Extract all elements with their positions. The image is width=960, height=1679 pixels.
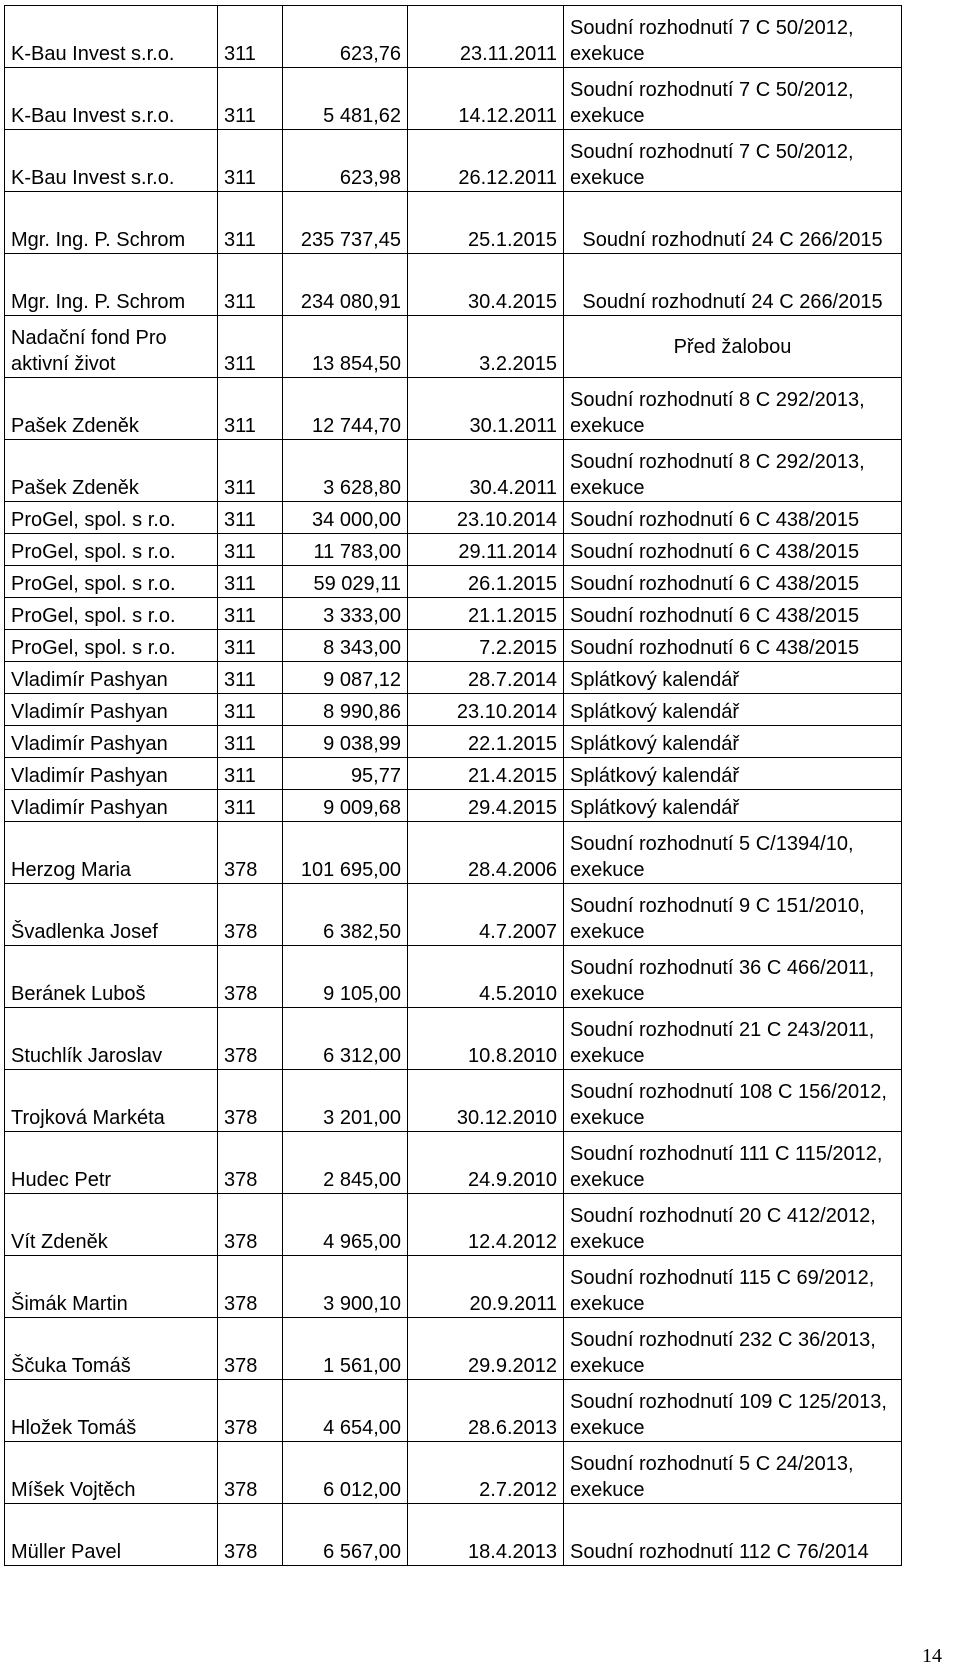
account-cell: 378 (218, 1070, 283, 1132)
debtor-name-cell: Hložek Tomáš (5, 1380, 218, 1442)
date-cell: 30.12.2010 (408, 1070, 564, 1132)
account-cell: 378 (218, 1132, 283, 1194)
table-row (5, 758, 902, 790)
note-cell: Splátkový kalendář (564, 790, 902, 822)
note-cell: Soudní rozhodnutí 111 C 115/2012, exekuce (564, 1132, 902, 1194)
amount-cell: 34 000,00 (283, 502, 408, 534)
account-cell: 311 (218, 598, 283, 630)
date-cell: 23.11.2011 (408, 6, 564, 68)
note-cell: Soudní rozhodnutí 8 C 292/2013, exekuce (564, 440, 902, 502)
note-cell: Soudní rozhodnutí 112 C 76/2014 (564, 1504, 902, 1566)
amount-cell: 6 012,00 (283, 1442, 408, 1504)
note-cell: Splátkový kalendář (564, 758, 902, 790)
table-row (5, 662, 902, 694)
date-cell: 4.7.2007 (408, 884, 564, 946)
table-row (5, 598, 902, 630)
date-cell: 22.1.2015 (408, 726, 564, 758)
date-cell: 25.1.2015 (408, 192, 564, 254)
date-cell: 29.9.2012 (408, 1318, 564, 1380)
date-cell: 2.7.2012 (408, 1442, 564, 1504)
amount-cell: 8 343,00 (283, 630, 408, 662)
amount-cell: 6 567,00 (283, 1504, 408, 1566)
note-cell: Soudní rozhodnutí 6 C 438/2015 (564, 566, 902, 598)
table-row (5, 68, 902, 130)
debtor-name-cell: ProGel, spol. s r.o. (5, 502, 218, 534)
debtor-name-cell: Vít Zdeněk (5, 1194, 218, 1256)
note-cell: Splátkový kalendář (564, 662, 902, 694)
amount-cell: 12 744,70 (283, 378, 408, 440)
date-cell: 30.4.2011 (408, 440, 564, 502)
note-cell: Soudní rozhodnutí 8 C 292/2013, exekuce (564, 378, 902, 440)
debtor-name-cell: Mgr. Ing. P. Schrom (5, 192, 218, 254)
amount-cell: 9 087,12 (283, 662, 408, 694)
note-cell: Soudní rozhodnutí 20 C 412/2012, exekuce (564, 1194, 902, 1256)
account-cell: 311 (218, 254, 283, 316)
table-row (5, 6, 902, 68)
note-cell: Soudní rozhodnutí 21 C 243/2011, exekuce (564, 1008, 902, 1070)
amount-cell: 3 900,10 (283, 1256, 408, 1318)
debtor-name-cell: ProGel, spol. s r.o. (5, 598, 218, 630)
amount-cell: 8 990,86 (283, 694, 408, 726)
note-cell: Soudní rozhodnutí 24 C 266/2015 (564, 192, 902, 254)
note-cell: Soudní rozhodnutí 5 C/1394/10, exekuce (564, 822, 902, 884)
date-cell: 26.1.2015 (408, 566, 564, 598)
account-cell: 378 (218, 1504, 283, 1566)
debtor-name-cell: ProGel, spol. s r.o. (5, 566, 218, 598)
table-row (5, 726, 902, 758)
note-cell: Soudní rozhodnutí 7 C 50/2012, exekuce (564, 130, 902, 192)
date-cell: 29.4.2015 (408, 790, 564, 822)
amount-cell: 234 080,91 (283, 254, 408, 316)
amount-cell: 623,98 (283, 130, 408, 192)
date-cell: 28.6.2013 (408, 1380, 564, 1442)
account-cell: 311 (218, 378, 283, 440)
table-row (5, 630, 902, 662)
account-cell: 311 (218, 790, 283, 822)
debtor-name-cell: Vladimír Pashyan (5, 694, 218, 726)
debtor-name-cell: K-Bau Invest s.r.o. (5, 130, 218, 192)
account-cell: 311 (218, 534, 283, 566)
account-cell: 378 (218, 884, 283, 946)
amount-cell: 3 201,00 (283, 1070, 408, 1132)
date-cell: 30.4.2015 (408, 254, 564, 316)
table-row (5, 440, 902, 502)
debtor-name-cell: Vladimír Pashyan (5, 662, 218, 694)
account-cell: 378 (218, 822, 283, 884)
note-cell: Soudní rozhodnutí 5 C 24/2013, exekuce (564, 1442, 902, 1504)
amount-cell: 9 038,99 (283, 726, 408, 758)
debtor-name-cell: Švadlenka Josef (5, 884, 218, 946)
amount-cell: 4 965,00 (283, 1194, 408, 1256)
debtor-name-cell: Stuchlík Jaroslav (5, 1008, 218, 1070)
amount-cell: 4 654,00 (283, 1380, 408, 1442)
date-cell: 30.1.2011 (408, 378, 564, 440)
debtor-name-cell: Hudec Petr (5, 1132, 218, 1194)
amount-cell: 3 628,80 (283, 440, 408, 502)
account-cell: 311 (218, 130, 283, 192)
amount-cell: 1 561,00 (283, 1318, 408, 1380)
account-cell: 378 (218, 1442, 283, 1504)
note-cell: Soudní rozhodnutí 6 C 438/2015 (564, 598, 902, 630)
receivables-table (4, 5, 902, 1566)
table-row (5, 192, 902, 254)
date-cell: 29.11.2014 (408, 534, 564, 566)
debtor-name-cell: ProGel, spol. s r.o. (5, 630, 218, 662)
note-cell: Splátkový kalendář (564, 694, 902, 726)
note-cell: Soudní rozhodnutí 7 C 50/2012, exekuce (564, 6, 902, 68)
amount-cell: 6 312,00 (283, 1008, 408, 1070)
debtor-name-cell: K-Bau Invest s.r.o. (5, 68, 218, 130)
amount-cell: 235 737,45 (283, 192, 408, 254)
account-cell: 311 (218, 566, 283, 598)
note-cell: Soudní rozhodnutí 108 C 156/2012, exekuce (564, 1070, 902, 1132)
debtor-name-cell: Pašek Zdeněk (5, 378, 218, 440)
amount-cell: 59 029,11 (283, 566, 408, 598)
note-cell: Soudní rozhodnutí 232 C 36/2013, exekuce (564, 1318, 902, 1380)
table-row (5, 1132, 902, 1194)
note-cell: Soudní rozhodnutí 6 C 438/2015 (564, 630, 902, 662)
debtor-name-cell: Trojková Markéta (5, 1070, 218, 1132)
table-row (5, 1442, 902, 1504)
account-cell: 311 (218, 502, 283, 534)
date-cell: 7.2.2015 (408, 630, 564, 662)
table-row (5, 1070, 902, 1132)
debtor-name-cell: Herzog Maria (5, 822, 218, 884)
table-row (5, 946, 902, 1008)
date-cell: 4.5.2010 (408, 946, 564, 1008)
note-cell: Soudní rozhodnutí 24 C 266/2015 (564, 254, 902, 316)
note-cell: Soudní rozhodnutí 6 C 438/2015 (564, 534, 902, 566)
account-cell: 378 (218, 1194, 283, 1256)
account-cell: 378 (218, 1318, 283, 1380)
amount-cell: 2 845,00 (283, 1132, 408, 1194)
table-row (5, 1256, 902, 1318)
account-cell: 311 (218, 758, 283, 790)
debtor-name-cell: Ščuka Tomáš (5, 1318, 218, 1380)
table-row (5, 1008, 902, 1070)
table-row (5, 884, 902, 946)
amount-cell: 5 481,62 (283, 68, 408, 130)
date-cell: 24.9.2010 (408, 1132, 564, 1194)
account-cell: 311 (218, 662, 283, 694)
date-cell: 28.4.2006 (408, 822, 564, 884)
debtor-name-cell: Mgr. Ing. P. Schrom (5, 254, 218, 316)
note-cell: Soudní rozhodnutí 109 C 125/2013, exekuce (564, 1380, 902, 1442)
debtor-name-cell: Vladimír Pashyan (5, 758, 218, 790)
table-row (5, 566, 902, 598)
debtor-name-cell: Pašek Zdeněk (5, 440, 218, 502)
note-cell: Soudní rozhodnutí 7 C 50/2012, exekuce (564, 68, 902, 130)
debtor-name-cell: ProGel, spol. s r.o. (5, 534, 218, 566)
account-cell: 378 (218, 946, 283, 1008)
amount-cell: 3 333,00 (283, 598, 408, 630)
account-cell: 311 (218, 630, 283, 662)
amount-cell: 101 695,00 (283, 822, 408, 884)
note-cell: Soudní rozhodnutí 9 C 151/2010, exekuce (564, 884, 902, 946)
account-cell: 311 (218, 726, 283, 758)
debtor-name-cell: Beránek Luboš (5, 946, 218, 1008)
table-row (5, 822, 902, 884)
table-row (5, 1194, 902, 1256)
note-cell: Splátkový kalendář (564, 726, 902, 758)
account-cell: 378 (218, 1380, 283, 1442)
debtor-name-cell: K-Bau Invest s.r.o. (5, 6, 218, 68)
debtor-name-cell: Nadační fond Pro aktivní život (5, 316, 218, 378)
date-cell: 23.10.2014 (408, 502, 564, 534)
page-number: 14 (922, 1645, 942, 1667)
debtor-name-cell: Vladimír Pashyan (5, 790, 218, 822)
table-row (5, 534, 902, 566)
debtor-name-cell: Míšek Vojtěch (5, 1442, 218, 1504)
date-cell: 28.7.2014 (408, 662, 564, 694)
table-row (5, 1318, 902, 1380)
account-cell: 378 (218, 1256, 283, 1318)
account-cell: 311 (218, 6, 283, 68)
amount-cell: 6 382,50 (283, 884, 408, 946)
date-cell: 23.10.2014 (408, 694, 564, 726)
table-row (5, 694, 902, 726)
amount-cell: 623,76 (283, 6, 408, 68)
note-cell: Soudní rozhodnutí 6 C 438/2015 (564, 502, 902, 534)
amount-cell: 9 105,00 (283, 946, 408, 1008)
account-cell: 311 (218, 316, 283, 378)
date-cell: 14.12.2011 (408, 68, 564, 130)
date-cell: 26.12.2011 (408, 130, 564, 192)
amount-cell: 13 854,50 (283, 316, 408, 378)
date-cell: 21.4.2015 (408, 758, 564, 790)
date-cell: 3.2.2015 (408, 316, 564, 378)
date-cell: 10.8.2010 (408, 1008, 564, 1070)
account-cell: 311 (218, 440, 283, 502)
table-row (5, 378, 902, 440)
receivables-table-body (5, 6, 902, 1566)
debtor-name-cell: Vladimír Pashyan (5, 726, 218, 758)
table-row (5, 316, 902, 378)
note-cell: Soudní rozhodnutí 115 C 69/2012, exekuce (564, 1256, 902, 1318)
debtor-name-cell: Šimák Martin (5, 1256, 218, 1318)
account-cell: 311 (218, 192, 283, 254)
date-cell: 21.1.2015 (408, 598, 564, 630)
table-row (5, 1380, 902, 1442)
note-cell: Soudní rozhodnutí 36 C 466/2011, exekuce (564, 946, 902, 1008)
date-cell: 18.4.2013 (408, 1504, 564, 1566)
table-row (5, 130, 902, 192)
account-cell: 378 (218, 1008, 283, 1070)
amount-cell: 9 009,68 (283, 790, 408, 822)
table-row (5, 254, 902, 316)
table-row (5, 1504, 902, 1566)
table-row (5, 790, 902, 822)
account-cell: 311 (218, 68, 283, 130)
date-cell: 12.4.2012 (408, 1194, 564, 1256)
debtor-name-cell: Müller Pavel (5, 1504, 218, 1566)
table-row (5, 502, 902, 534)
amount-cell: 11 783,00 (283, 534, 408, 566)
account-cell: 311 (218, 694, 283, 726)
note-cell: Před žalobou (564, 316, 902, 378)
date-cell: 20.9.2011 (408, 1256, 564, 1318)
amount-cell: 95,77 (283, 758, 408, 790)
